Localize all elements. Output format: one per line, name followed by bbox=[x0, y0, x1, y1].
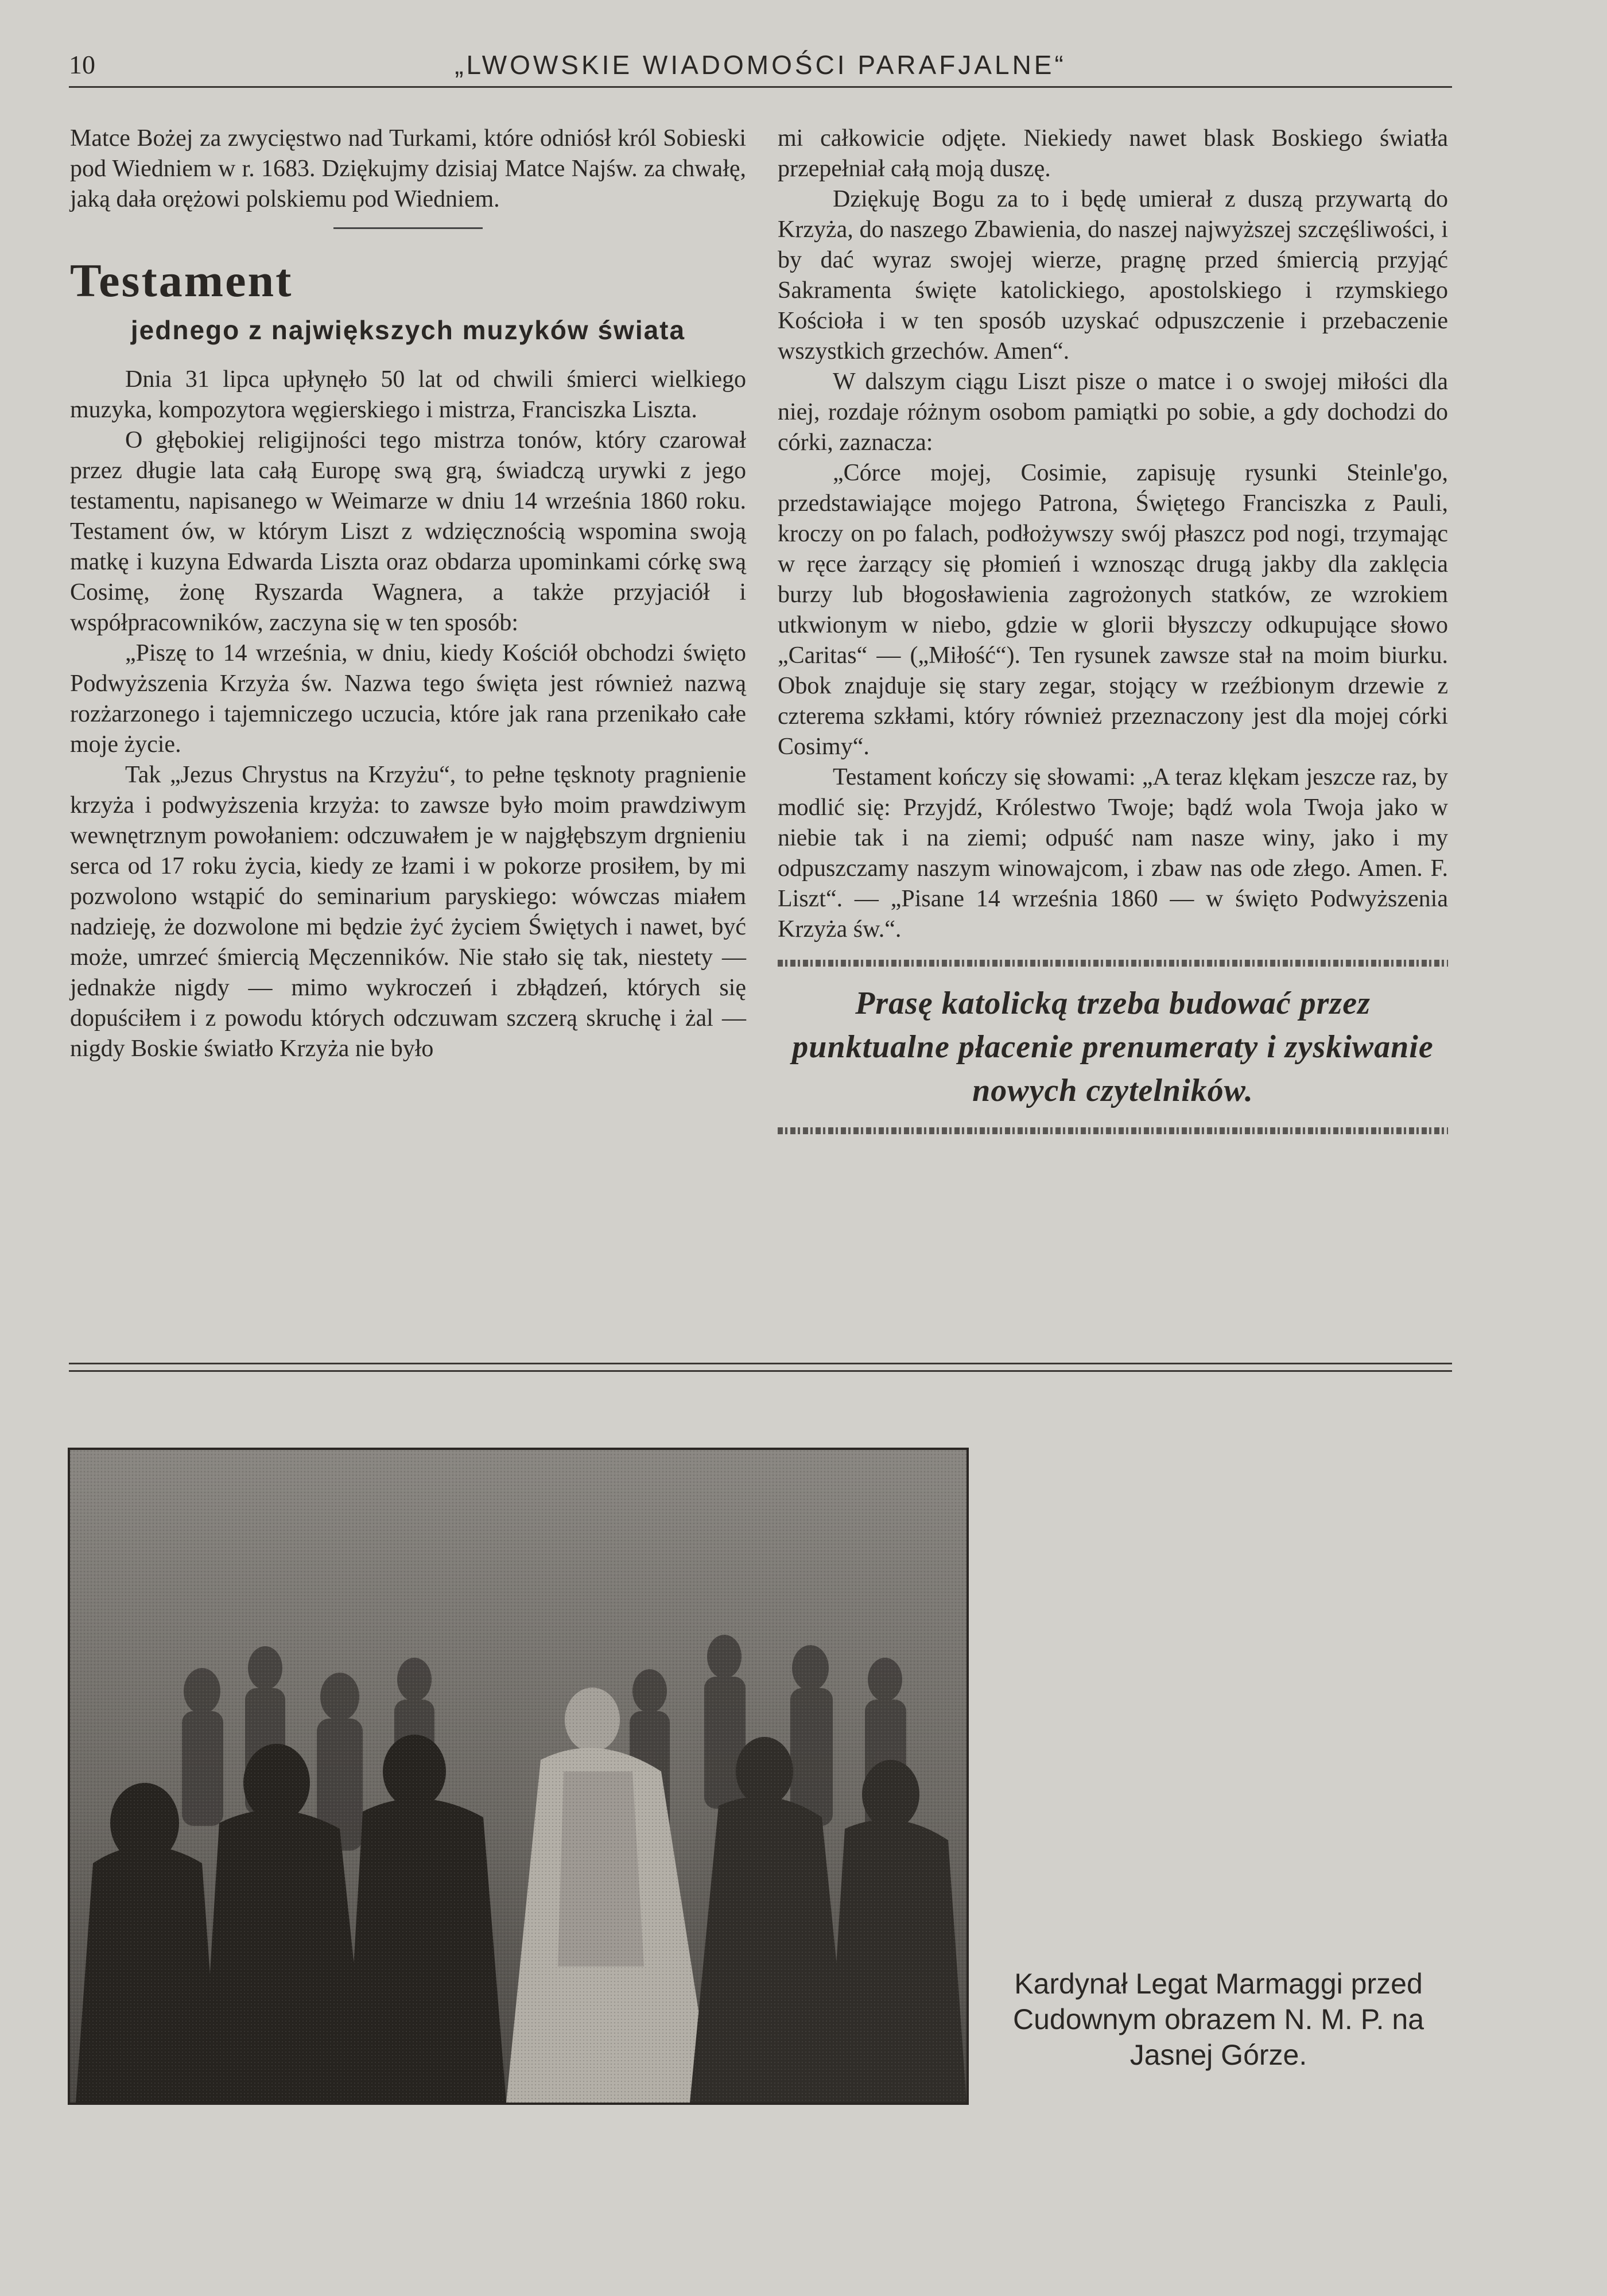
article-paragraph: „Piszę to 14 września, w dniu, kiedy Kościół obchodzi święto Podwyższenia Krzyża św. Nazwa tego święta jest również nazwą rozżarzonego i tajemniczego uczucia, które jak rana przenikało całe moje życie. bbox=[70, 640, 746, 758]
article-paragraph: O głębokiej religijności tego mistrza tonów, który czarował przez długie lata całą Europę swą grą, świadczą urywki z jego testamentu, napisanego w Weimarze w dniu 14 września 1860 roku. Testament ów, w którym Liszt z wdzięcznością wspomina swoją matkę i kuzyna Edwarda Liszta oraz obdarza upominkami córkę swą Cosimę, żonę Ryszarda Wagnera, a także przyjaciół i współpracowników, zaczyna się w ten sposób: bbox=[70, 427, 746, 636]
article-paragraph: W dalszym ciągu Liszt pisze o matce i o swojej miłości dla niej, rozdaje różnym osobom pamiątki po sobie, a gdy dochodzi do córki, zaznacza: bbox=[778, 369, 1448, 456]
section-divider bbox=[333, 227, 483, 229]
intro-paragraph: Matce Bożej za zwycięstwo nad Turkami, które odniósł król Sobieski pod Wiedniem w r. 1683. Dziękujmy dzisiaj Matce Najśw. za chwałę, jaką dała orężowi polskiemu pod Wiedniem. bbox=[70, 125, 746, 212]
double-rule bbox=[69, 1363, 1452, 1372]
photograph-image bbox=[70, 1450, 966, 2103]
slogan: Prasę katolicką trzeba budować przez punktualne płacenie prenumeraty i zyskiwanie nowych czytelników. bbox=[792, 986, 1434, 1108]
ornamental-rule bbox=[778, 960, 1448, 967]
caption-line: Kardynał Legat Marmaggi przed bbox=[1014, 1968, 1423, 2000]
article-paragraph: Dnia 31 lipca upłynęło 50 lat od chwili śmierci wielkiego muzyka, kompozytora węgierskiego i mistrza, Franciszka Liszta. bbox=[70, 366, 746, 423]
header-rule bbox=[69, 86, 1452, 88]
article-paragraph: Testament kończy się słowami: „A teraz klękam jeszcze raz, by modlić się: Przyjdź, Królestwo Twoje; bądź wola Twoja jako w niebie tak i na ziemi; odpuść nam nasze winy, jako i my odpuszczamy naszym winowajcom, i zbaw nas ode złego. Amen. F. Liszt“. — „Pisane 14 września 1860 — w święto Podwyższenia Krzyża św.“. bbox=[778, 764, 1448, 943]
article-paragraph: „Córce mojej, Cosimie, zapisuję rysunki Steinle'go, przedstawiające mojego Patrona, Świętego Franciszka z Pauli, kroczy on po falach, podłożywszy swój płaszcz pod nogi, trzymając w ręce żarzący się płomień i wznosząc drugą jakby dla zaklęcia burzy lub błogosławienia zagrożonych statków, ze wzrokiem utkwionym w niebo, gdzie w glorii błyszczy odkupujące słowo „Caritas“ — („Miłość“). Ten rysunek zawsze stał na moim biurku. Obok znajduje się stary zegar, stojący w rzeźbionym drzewie z czterema szkłami, który również przeznaczony jest dla mojej córki Cosimy“. bbox=[778, 460, 1448, 760]
journal-title: „LWOWSKIE WIADOMOŚCI PARAFJALNE“ bbox=[455, 50, 1066, 80]
photo-caption bbox=[992, 1966, 1445, 2073]
article-subtitle: jednego z największych muzyków świata bbox=[130, 315, 686, 345]
article-title: Testament bbox=[70, 254, 293, 307]
running-head bbox=[69, 49, 1452, 90]
photograph bbox=[68, 1448, 969, 2105]
left-column bbox=[70, 123, 746, 1064]
article-paragraph: Dziękuję Bogu za to i będę umierał z duszą przywartą do Krzyża, do naszego Zbawienia, do naszej najwyższej szczęśliwości, i by dać wyraz swojej wierze, pragnę przed śmiercią przyjąć Sakramenta święte katolickiego, apostolskiego i rzymskiego Kościoła i w ten sposób uzyskać odpuszczenie i przebaczenie wszystkich grzechów. Amen“. bbox=[778, 186, 1448, 364]
ornamental-rule bbox=[778, 1127, 1448, 1134]
caption-line: Jasnej Górze. bbox=[1129, 2039, 1307, 2071]
page-number: 10 bbox=[69, 50, 95, 79]
article-paragraph: mi całkowicie odjęte. Niekiedy nawet blask Boskiego światła przepełniał całą moją duszę. bbox=[778, 125, 1448, 182]
right-column bbox=[778, 123, 1448, 1149]
caption-line: Cudownym obrazem N. M. P. na bbox=[1012, 2003, 1424, 2035]
article-paragraph: Tak „Jezus Chrystus na Krzyżu“, to pełne tęsknoty pragnienie krzyża i podwyższenia krzyża: to zawsze było moim prawdziwym wewnętrznym powołaniem: odczuwałem je w najgłębszym drgnieniu serca od 17 roku życia, kiedy ze łzami i w pokorze prosiłem, by mi pozwolono wstąpić do seminarium paryskiego: wówczas miałem nadzieję, że dozwolone mi będzie żyć życiem Świętych i nawet, być może, umrzeć śmiercią Męczenników. Nie stało się tak, niestety — jednakże nigdy — mimo wykroczeń i zbłądzeń, których się dopuściłem i z powodu których odczuwam szczerą skruchę i żal — nigdy Boskie światło Krzyża nie było bbox=[70, 762, 746, 1062]
